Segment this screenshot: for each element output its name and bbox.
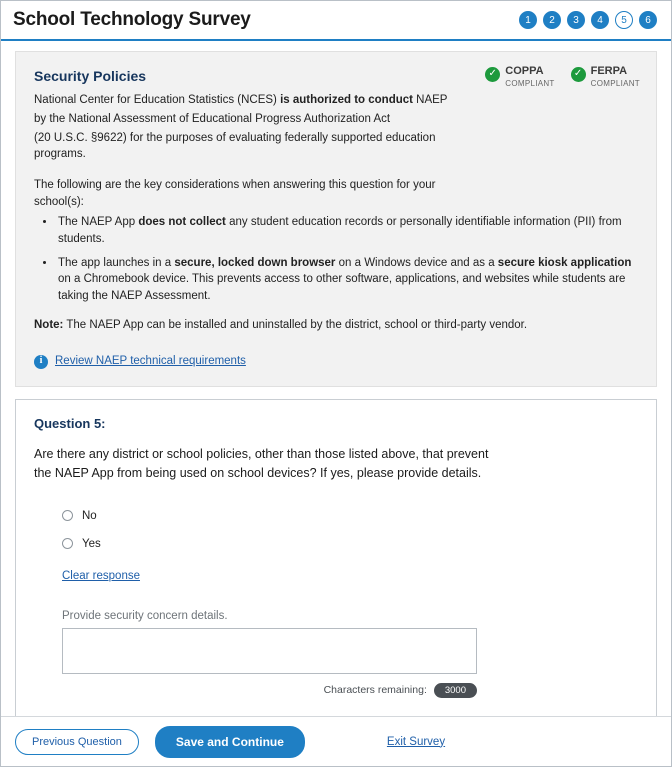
option-yes[interactable] (62, 538, 638, 550)
step-5-current[interactable]: 5 (615, 11, 633, 29)
exit-survey-link[interactable]: Exit Survey (386, 735, 446, 748)
info-paragraph-line-3: (20 U.S.C. §9622) for the purposes of evaluating federally supported education programs. (34, 131, 436, 161)
info-heading: Security Policies (34, 68, 147, 84)
note-text: The NAEP App can be installed and uninstalled by the district, school or third-party vendor. (63, 318, 528, 331)
security-policies-panel (15, 51, 657, 387)
radio-no[interactable] (62, 510, 73, 521)
step-indicator (519, 11, 657, 29)
step-3[interactable]: 3 (567, 11, 585, 29)
page-title: School Technology Survey (13, 9, 251, 30)
info-paragraph-line-1 (34, 92, 464, 109)
list-item: • The app launches in a secure, locked down browser on a Windows device and as a secure kiosk application on a Chromebook device. This prevents access to other software, applications, and websites while students are taking the NAEP Assessment. (56, 255, 638, 305)
list-item: • The NAEP App does not collect any student education records or personally identifiable information (PII) from students. (56, 214, 638, 247)
question-number: Question 5: (34, 416, 106, 432)
badge-ferpa-name: FERPA (590, 65, 628, 77)
question-card (15, 399, 657, 721)
badge-coppa (485, 66, 554, 89)
security-details-input[interactable] (62, 628, 477, 674)
note-label: Note: (34, 318, 64, 331)
radio-yes[interactable] (62, 538, 73, 549)
badge-coppa-sub: COMPLIANT (505, 78, 555, 88)
footer-bar (1, 716, 671, 766)
previous-question-button[interactable]: Previous Question (15, 729, 139, 755)
clear-response-link[interactable]: Clear response (62, 569, 140, 582)
question-text-line-1: Are there any district or school policies, other than those listed above, that prevent (34, 447, 489, 462)
question-text-line-2: the NAEP App from being used on school devices? If yes, please provide details. (34, 466, 482, 481)
characters-remaining (62, 683, 477, 698)
step-1[interactable]: 1 (519, 11, 537, 29)
step-2[interactable]: 2 (543, 11, 561, 29)
info-note (34, 317, 638, 334)
characters-remaining-label: Characters remaining: (323, 684, 427, 697)
answer-options (62, 510, 638, 550)
info-icon: i (34, 355, 48, 369)
tech-requirements-row[interactable] (34, 353, 638, 370)
tech-requirements-link[interactable]: Review NAEP technical requirements (55, 355, 246, 368)
check-circle-icon: ✓ (571, 67, 586, 82)
info-line-1-text: National Center for Education Statistics (NCES) is authorized to conduct NAEP (34, 94, 448, 107)
info-intro: The following are the key considerations when answering this question for your school(s): (34, 178, 436, 208)
step-6[interactable]: 6 (639, 11, 657, 29)
question-text (34, 445, 544, 484)
badge-ferpa-sub: COMPLIANT (590, 78, 640, 88)
badge-ferpa (571, 66, 640, 89)
check-circle-icon: ✓ (485, 67, 500, 82)
characters-remaining-count: 3000 (434, 683, 477, 698)
considerations-list (34, 214, 638, 304)
save-and-continue-button[interactable]: Save and Continue (155, 726, 305, 758)
option-yes-label: Yes (82, 537, 101, 550)
step-4[interactable]: 4 (591, 11, 609, 29)
compliance-badges (485, 66, 640, 89)
option-no[interactable] (62, 510, 638, 522)
details-block (62, 610, 638, 698)
info-paragraph-line-2: by the National Assessment of Educational Progress Authorization Act (34, 112, 391, 125)
app-header (1, 1, 671, 41)
option-no-label: No (82, 509, 97, 522)
details-label: Provide security concern details. (62, 609, 228, 622)
badge-coppa-name: COPPA (505, 65, 544, 77)
